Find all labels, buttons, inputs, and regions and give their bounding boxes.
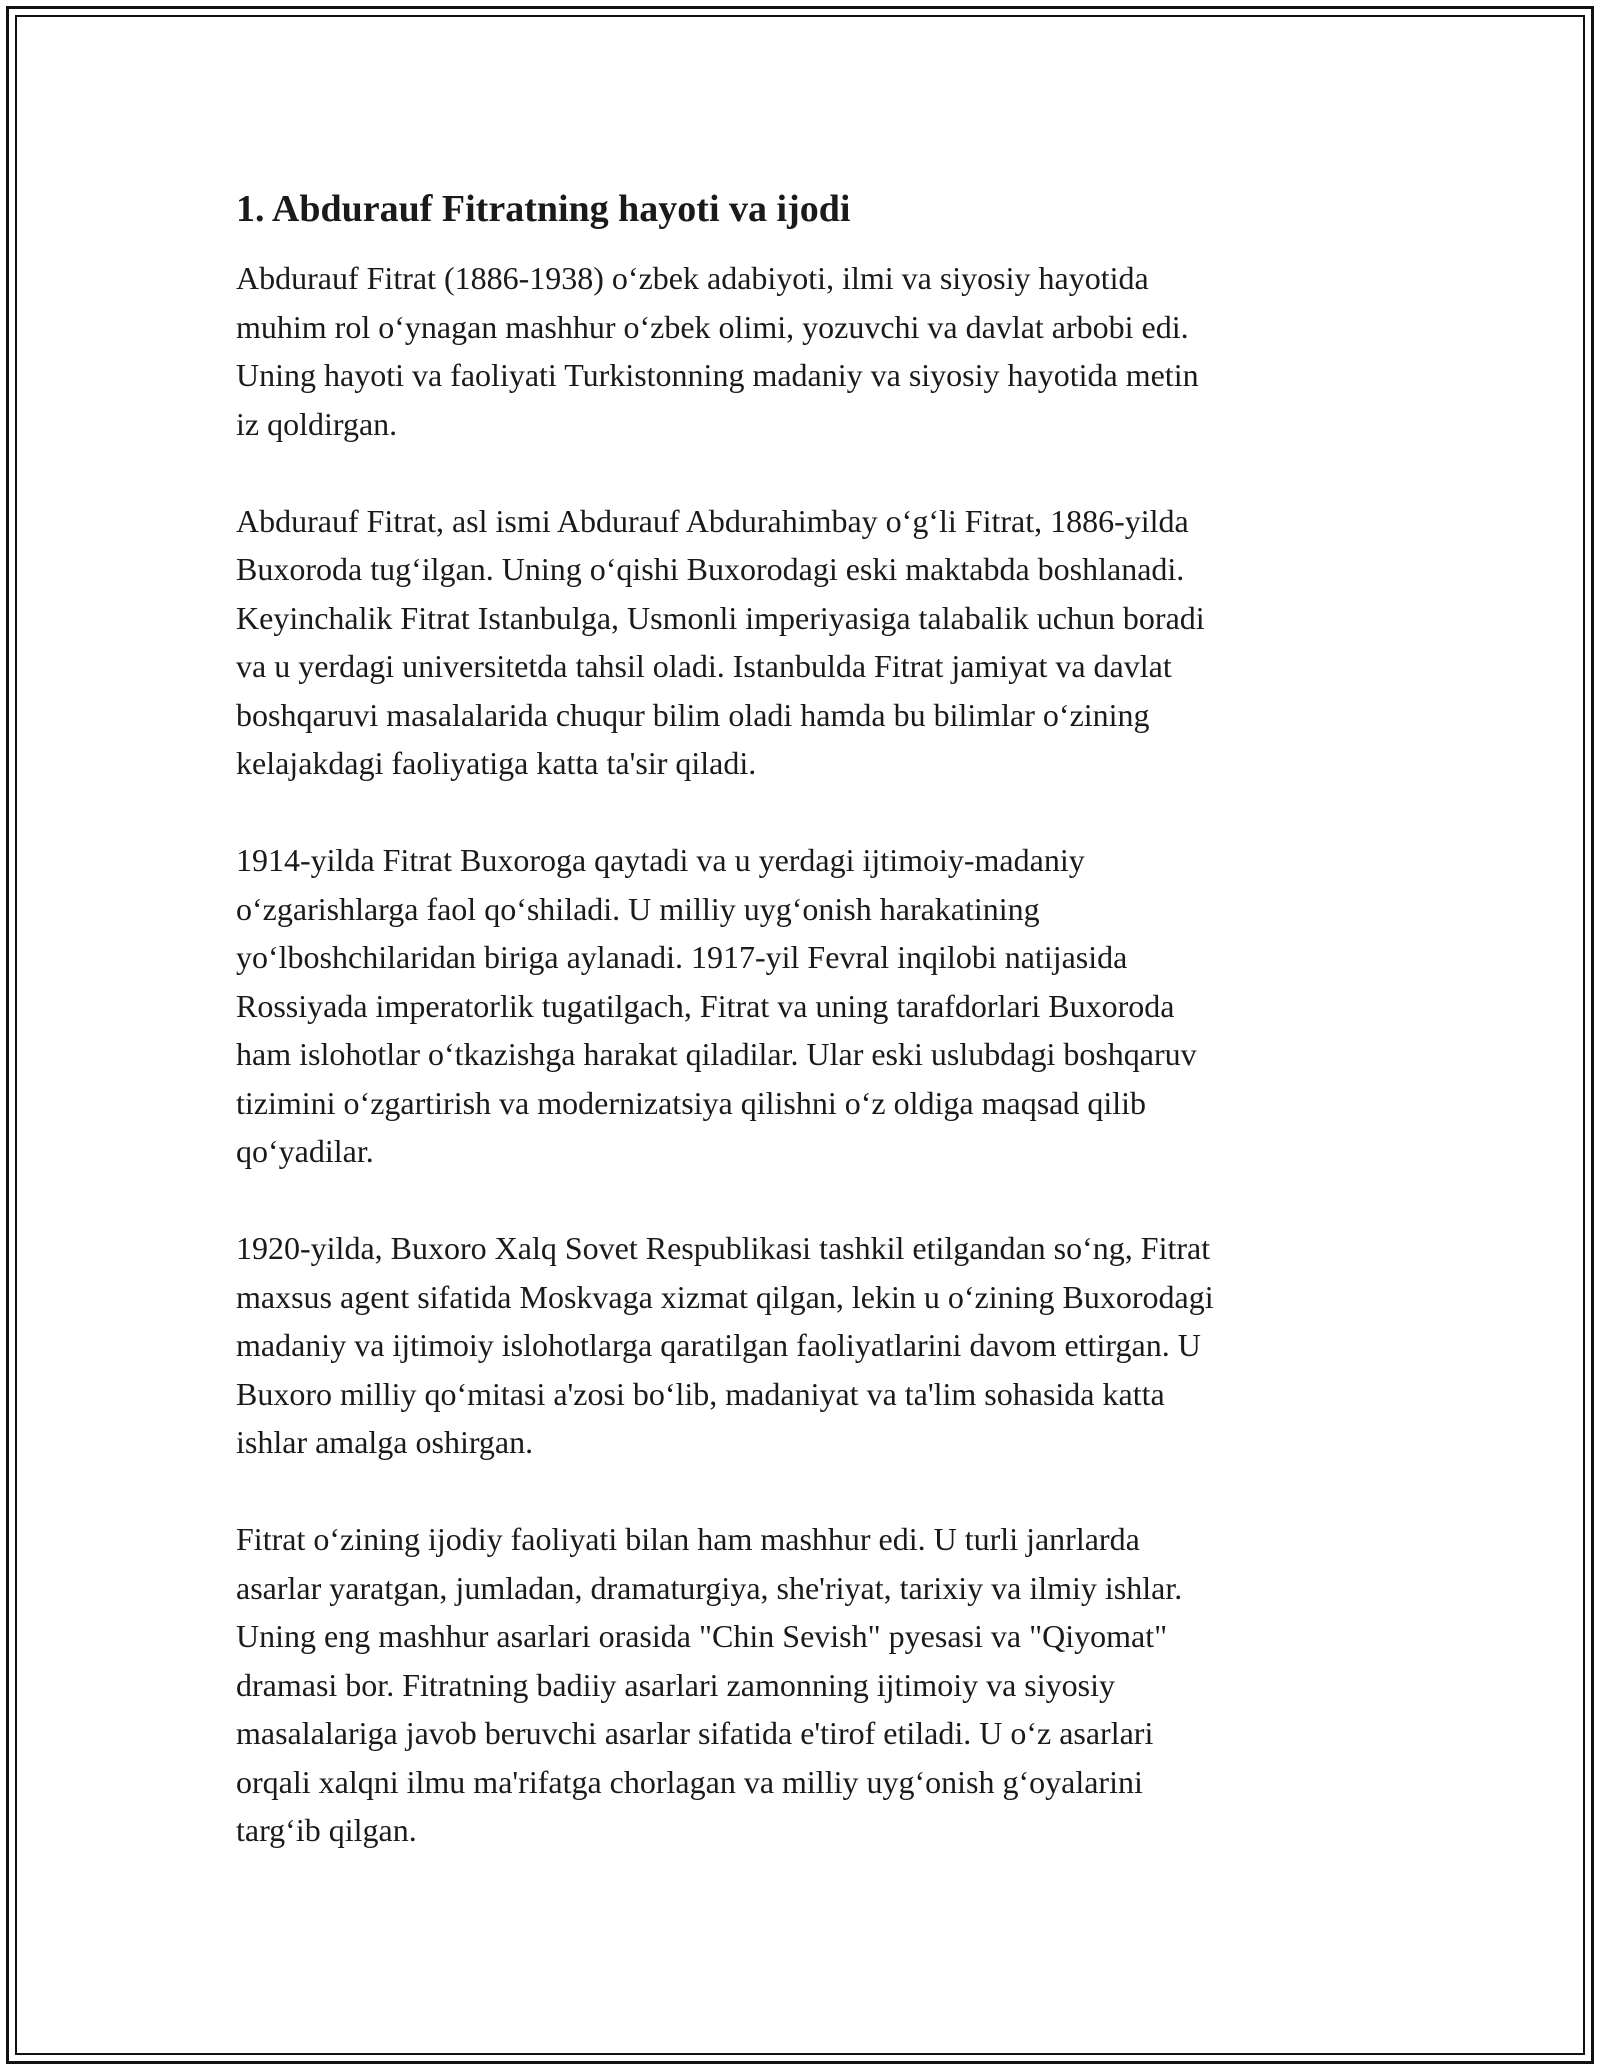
- paragraph-line: orqali xalqni ilmu ma'rifatga chorlagan va milliy uyg‘onish g‘oyalarini: [236, 1763, 1143, 1800]
- paragraph-line: Keyinchalik Fitrat Istanbulga, Usmonli imperiyasiga talabalik uchun boradi: [236, 599, 1205, 636]
- paragraph: [236, 254, 1356, 448]
- document-title: 1. Abdurauf Fitratning hayoti va ijodi: [236, 188, 851, 230]
- paragraph-line: muhim rol o‘ynagan mashhur o‘zbek olimi, yozuvchi va davlat arbobi edi.: [236, 308, 1189, 345]
- paragraph-line: tizimini o‘zgartirish va modernizatsiya qilishni o‘z oldiga maqsad qilib: [236, 1084, 1147, 1121]
- paragraph: [236, 1224, 1356, 1467]
- paragraph-list: [236, 254, 1356, 1855]
- paragraph-line: ham islohotlar o‘tkazishga harakat qiladilar. Ular eski uslubdagi boshqaruv: [236, 1036, 1197, 1073]
- paragraph-line: Abdurauf Fitrat (1886-1938) o‘zbek adabiyoti, ilmi va siyosiy hayotida: [236, 260, 1149, 297]
- paragraph-line: o‘zgarishlarga faol qo‘shiladi. U milliy uyg‘onish harakatining: [236, 890, 1040, 927]
- paragraph-line: maxsus agent sifatida Moskvaga xizmat qilgan, lekin u o‘zining Buxorodagi: [236, 1278, 1214, 1315]
- paragraph-line: Uning hayoti va faoliyati Turkistonning madaniy va siyosiy hayotida metin: [236, 357, 1199, 394]
- paragraph-line: iz qoldirgan.: [236, 405, 398, 442]
- paragraph-line: ishlar amalga oshirgan.: [236, 1424, 534, 1461]
- paragraph-line: Rossiyada imperatorlik tugatilgach, Fitrat va uning tarafdorlari Buxoroda: [236, 987, 1175, 1024]
- paragraph-line: madaniy va ijtimoiy islohotlarga qaratilgan faoliyatlarini davom ettirgan. U: [236, 1327, 1201, 1364]
- paragraph-line: 1920-yilda, Buxoro Xalq Sovet Respublikasi tashkil etilgandan so‘ng, Fitrat: [236, 1230, 1211, 1267]
- paragraph-line: Fitrat o‘zining ijodiy faoliyati bilan ham mashhur edi. U turli janrlarda: [236, 1521, 1140, 1558]
- paragraph: [236, 497, 1356, 788]
- paragraph-line: kelajakdagi faoliyatiga katta ta'sir qiladi.: [236, 745, 757, 782]
- paragraph-line: Buxoro milliy qo‘mitasi a'zosi bo‘lib, madaniyat va ta'lim sohasida katta: [236, 1375, 1165, 1412]
- paragraph-line: dramasi bor. Fitratning badiiy asarlari zamonning ijtimoiy va siyosiy: [236, 1666, 1115, 1703]
- paragraph-line: masalalariga javob beruvchi asarlar sifatida e'tirof etiladi. U o‘z asarlari: [236, 1715, 1154, 1752]
- document-body: [236, 185, 1356, 1903]
- paragraph-line: yo‘lboshchilaridan biriga aylanadi. 1917-yil Fevral inqilobi natijasida: [236, 939, 1128, 976]
- paragraph-line: Abdurauf Fitrat, asl ismi Abdurauf Abdurahimbay o‘g‘li Fitrat, 1886-yilda: [236, 502, 1189, 539]
- paragraph-line: Buxoroda tug‘ilgan. Uning o‘qishi Buxorodagi eski maktabda boshlanadi.: [236, 551, 1185, 588]
- paragraph-line: asarlar yaratgan, jumladan, dramaturgiya, she'riyat, tarixiy va ilmiy ishlar.: [236, 1569, 1183, 1606]
- paragraph: [236, 836, 1356, 1176]
- paragraph: [236, 1515, 1356, 1855]
- paragraph-line: va u yerdagi universitetda tahsil oladi. Istanbulda Fitrat jamiyat va davlat: [236, 648, 1172, 685]
- paragraph-line: qo‘yadilar.: [236, 1133, 374, 1170]
- paragraph-line: targ‘ib qilgan.: [236, 1812, 417, 1849]
- paragraph-line: Uning eng mashhur asarlari orasida "Chin Sevish" pyesasi va "Qiyomat": [236, 1618, 1168, 1655]
- paragraph-line: 1914-yilda Fitrat Buxoroga qaytadi va u yerdagi ijtimoiy-madaniy: [236, 842, 1085, 879]
- paragraph-line: boshqaruvi masalalarida chuqur bilim oladi hamda bu bilimlar o‘zining: [236, 696, 1150, 733]
